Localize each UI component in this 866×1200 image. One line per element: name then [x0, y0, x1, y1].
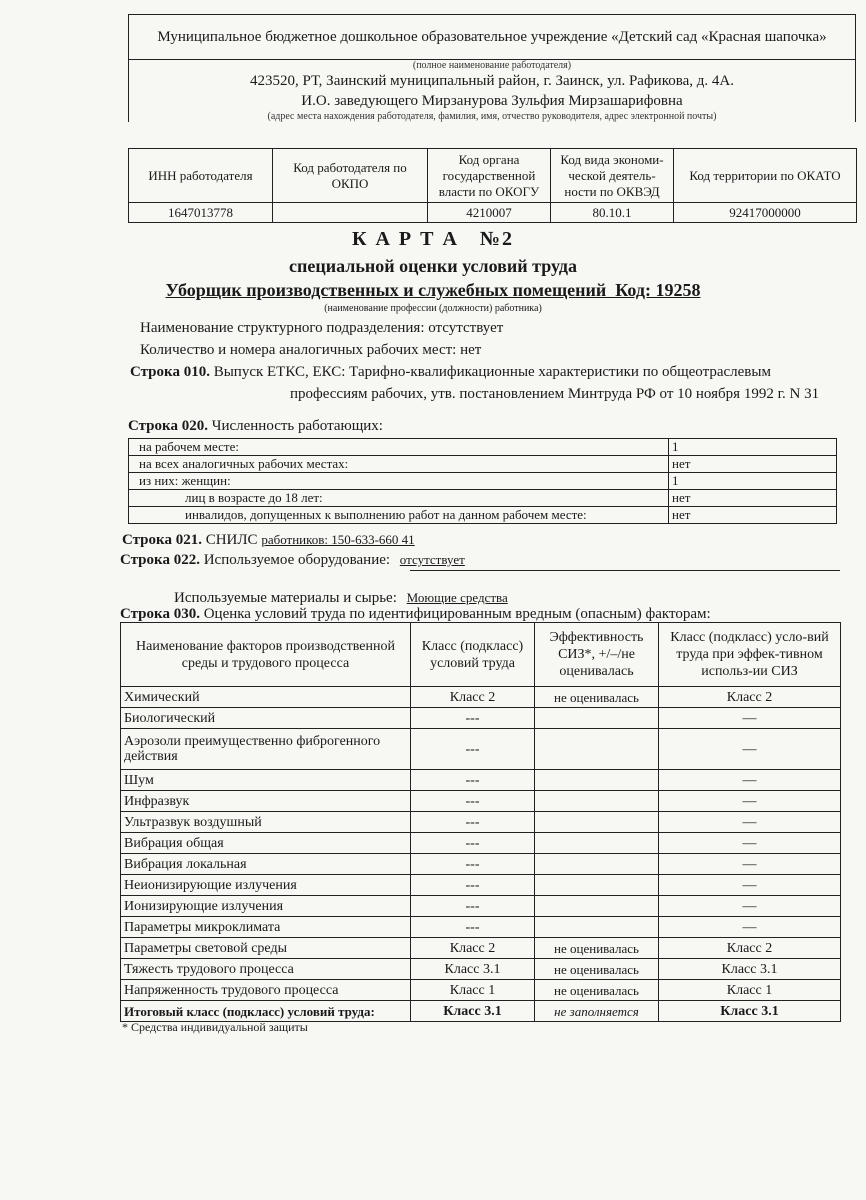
workers-value: нет — [669, 490, 837, 507]
workers-value: 1 — [669, 439, 837, 456]
table-row — [129, 439, 837, 456]
factor-name: Тяжесть трудового процесса — [121, 959, 411, 980]
factor-efficiency — [535, 812, 659, 833]
row-010-label: Строка 010. — [130, 364, 210, 380]
factor-name: Биологический — [121, 708, 411, 729]
factor-class-siz: Класс 2 — [659, 687, 841, 708]
row-022 — [120, 552, 840, 569]
row-020-text: Численность работающих: — [211, 418, 383, 434]
factor-class-siz: — — [659, 770, 841, 791]
row-010-text: Выпуск ЕТКС, ЕКС: Тарифно-квалификационные характеристики по общеотраслевым — [213, 364, 771, 380]
codes-header-okato: Код территории по ОКАТО — [674, 149, 857, 203]
table-row — [129, 507, 837, 524]
row-021 — [122, 532, 415, 549]
factor-class: --- — [411, 875, 535, 896]
workers-table — [128, 438, 837, 524]
factor-class: --- — [411, 770, 535, 791]
factors-table — [120, 622, 841, 1022]
table-row — [121, 729, 841, 770]
factor-efficiency — [535, 729, 659, 770]
factor-class-siz: — — [659, 917, 841, 938]
factor-class: --- — [411, 917, 535, 938]
employer-table — [128, 14, 856, 122]
factors-header-class: Класс (подкласс) условий труда — [411, 623, 535, 687]
table-row — [129, 490, 837, 507]
factor-name: Параметры световой среды — [121, 938, 411, 959]
table-row — [121, 938, 841, 959]
row-022-underline — [410, 570, 840, 571]
factor-class: Класс 2 — [411, 687, 535, 708]
workers-label: на всех аналогичных рабочих местах: — [129, 456, 669, 473]
factors-header-class-siz: Класс (подкласс) усло-вий труда при эффек-тивном использ-ии СИЗ — [659, 623, 841, 687]
table-row — [121, 917, 841, 938]
factor-name: Ионизирующие излучения — [121, 896, 411, 917]
factor-name: Шум — [121, 770, 411, 791]
factor-efficiency — [535, 896, 659, 917]
employer-address-caption: (адрес места нахождения работодателя, фамилия, имя, отчество руководителя, адрес электронной почты) — [267, 111, 717, 122]
codes-value-okogu: 4210007 — [428, 203, 551, 223]
factor-efficiency — [535, 854, 659, 875]
profession-caption: (наименование профессии (должности) работника) — [324, 303, 542, 314]
factor-class-siz: — — [659, 708, 841, 729]
codes-table — [128, 148, 857, 223]
row-022-text: Используемое оборудование: — [203, 552, 391, 568]
card-subtitle: специальной оценки условий труда — [289, 256, 577, 276]
factor-class: --- — [411, 708, 535, 729]
table-row — [129, 473, 837, 490]
table-row — [121, 770, 841, 791]
workers-value: нет — [669, 507, 837, 524]
codes-header-okogu: Код органа государственной власти по ОКОГУ — [428, 149, 551, 203]
codes-header-okpo: Код работодателя по ОКПО — [273, 149, 428, 203]
table-row — [121, 959, 841, 980]
factor-class-siz: — — [659, 791, 841, 812]
materials-value: Моющие средства — [406, 590, 508, 605]
table-row — [121, 833, 841, 854]
row-010-text-2: профессиям рабочих, утв. постановлением Минтруда РФ от 10 ноября 1992 г. N 31 — [290, 386, 820, 402]
codes-value-inn: 1647013778 — [129, 203, 273, 223]
factor-efficiency — [535, 791, 659, 812]
table-row — [121, 791, 841, 812]
materials-text: Используемые материалы и сырье: — [174, 590, 397, 606]
factor-name: Ультразвук воздушный — [121, 812, 411, 833]
factor-class: Класс 3.1 — [411, 959, 535, 980]
factor-efficiency: не оценивалась — [535, 938, 659, 959]
factor-class-siz: Класс 2 — [659, 938, 841, 959]
total-efficiency: не заполняется — [535, 1001, 659, 1022]
similar-places-line: Количество и номера аналогичных рабочих мест: нет — [140, 342, 482, 358]
factors-header-efficiency: Эффективность СИЗ*, +/–/не оценивалась — [535, 623, 659, 687]
materials-line — [174, 590, 508, 607]
factor-name: Напряженность трудового процесса — [121, 980, 411, 1001]
codes-header-inn: ИНН работодателя — [129, 149, 273, 203]
factor-class: --- — [411, 729, 535, 770]
employer-address: 423520, РТ, Заинский муниципальный район, г. Заинск, ул. Рафикова, д. 4А. — [250, 73, 734, 89]
table-row — [121, 854, 841, 875]
codes-value-okpo — [273, 203, 428, 223]
profession-title: Уборщик производственных и служебных помещений Код: 19258 — [165, 280, 701, 300]
factor-name: Параметры микроклимата — [121, 917, 411, 938]
factor-class-siz: Класс 3.1 — [659, 959, 841, 980]
factor-efficiency — [535, 917, 659, 938]
workers-label: инвалидов, допущенных к выполнению работ на данном рабочем месте: — [129, 507, 669, 524]
factor-class: --- — [411, 812, 535, 833]
workers-value: 1 — [669, 473, 837, 490]
factor-class-siz: — — [659, 729, 841, 770]
codes-value-okved: 80.10.1 — [551, 203, 674, 223]
codes-value-okato: 92417000000 — [674, 203, 857, 223]
row-020-label: Строка 020. — [128, 418, 208, 434]
total-class: Класс 3.1 — [411, 1001, 535, 1022]
factor-name: Вибрация общая — [121, 833, 411, 854]
row-030-text: Оценка условий труда по идентифицированным вредным (опасным) факторам: — [203, 606, 711, 622]
row-010 — [130, 364, 771, 381]
factor-class-siz: — — [659, 875, 841, 896]
factor-class: --- — [411, 854, 535, 875]
employer-name: Муниципальное бюджетное дошкольное образовательное учреждение «Детский сад «Красная шапочка» — [129, 15, 856, 60]
row-022-value: отсутствует — [399, 552, 465, 567]
table-row — [121, 875, 841, 896]
factor-efficiency — [535, 708, 659, 729]
row-021-text: СНИЛС — [205, 532, 258, 548]
table-row — [121, 708, 841, 729]
factor-efficiency — [535, 875, 659, 896]
row-021-label: Строка 021. — [122, 532, 202, 548]
table-row — [121, 896, 841, 917]
factor-class: Класс 1 — [411, 980, 535, 1001]
row-022-label: Строка 022. — [120, 552, 200, 568]
division-line: Наименование структурного подразделения: отсутствует — [140, 320, 504, 336]
codes-header-okved: Код вида экономи-ческой деятель-ности по ОКВЭД — [551, 149, 674, 203]
employer-head: И.О. заведующего Мирзанурова Зульфия Мирзашарифовна — [301, 93, 683, 109]
factor-class: --- — [411, 896, 535, 917]
factor-efficiency: не оценивалась — [535, 980, 659, 1001]
factors-header-name: Наименование факторов производственной среды и трудового процесса — [121, 623, 411, 687]
factor-name: Неионизирующие излучения — [121, 875, 411, 896]
factor-class-siz: — — [659, 833, 841, 854]
factor-name: Инфразвук — [121, 791, 411, 812]
total-class-siz: Класс 3.1 — [659, 1001, 841, 1022]
factor-class-siz: — — [659, 812, 841, 833]
workers-label: лиц в возрасте до 18 лет: — [129, 490, 669, 507]
factor-efficiency: не оценивалась — [535, 959, 659, 980]
factor-class-siz: — — [659, 854, 841, 875]
factor-efficiency: не оценивалась — [535, 687, 659, 708]
table-row — [121, 980, 841, 1001]
factor-class: Класс 2 — [411, 938, 535, 959]
factor-name: Аэрозоли преимущественно фиброгенного действия — [121, 729, 411, 770]
factor-class-siz: — — [659, 896, 841, 917]
total-label: Итоговый класс (подкласс) условий труда: — [121, 1001, 411, 1022]
row-030-label: Строка 030. — [120, 606, 200, 622]
factor-class: --- — [411, 791, 535, 812]
total-row — [121, 1001, 841, 1022]
factor-name: Вибрация локальная — [121, 854, 411, 875]
workers-label: на рабочем месте: — [129, 439, 669, 456]
employer-name-caption: (полное наименование работодателя) — [412, 60, 572, 71]
row-021-value: работников: 150-633-660 41 — [261, 532, 415, 547]
factor-class: --- — [411, 833, 535, 854]
factor-name: Химический — [121, 687, 411, 708]
factor-efficiency — [535, 833, 659, 854]
table-row — [121, 687, 841, 708]
factor-efficiency — [535, 770, 659, 791]
card-title: К А Р Т А №2 — [351, 228, 515, 250]
row-030 — [120, 606, 711, 623]
workers-label: из них: женщин: — [129, 473, 669, 490]
table-row — [129, 456, 837, 473]
footnote: * Средства индивидуальной защиты — [122, 1020, 308, 1034]
table-row — [121, 812, 841, 833]
factor-class-siz: Класс 1 — [659, 980, 841, 1001]
row-020 — [128, 418, 383, 435]
workers-value: нет — [669, 456, 837, 473]
